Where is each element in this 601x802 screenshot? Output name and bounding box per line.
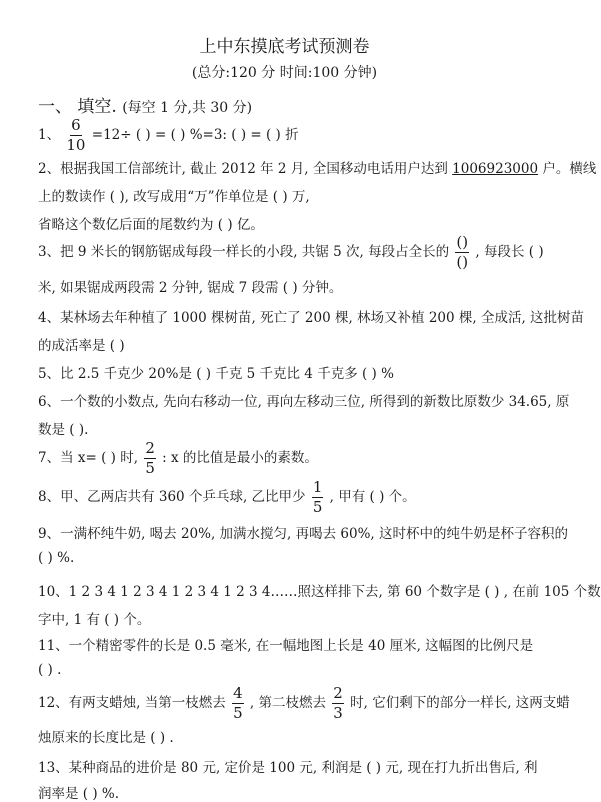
- q7-before: 7、当 x= ( ) 时,: [38, 450, 139, 466]
- question-2-line-2: 上的数读作 ( ), 改写成用“万”作单位是 ( ) 万,: [38, 189, 310, 205]
- q7-after: : x 的比值是最小的素数。: [162, 450, 318, 466]
- q2-tail: 户。横线: [538, 161, 597, 177]
- question-2-line-3: 省略这个数亿后面的尾数约为 ( ) 亿。: [38, 217, 264, 233]
- section-heading: [38, 92, 252, 117]
- q3-fraction: [455, 235, 469, 270]
- q8-before: 8、甲、乙两店共有 360 个乒乓球, 乙比甲少: [38, 489, 306, 505]
- question-8: [38, 480, 416, 515]
- question-12-line-2: 烛原来的长度比是 ( ) .: [38, 730, 174, 746]
- question-7: [38, 441, 318, 476]
- question-13-line-2: 润率是 ( ) %.: [38, 786, 120, 802]
- question-9-line-1: 9、一满杯纯牛奶, 喝去 20%, 加满水搅匀, 再喝去 60%, 这时杯中的纯牛奶是杯子容积的: [38, 526, 569, 542]
- question-11-line-1: 11、一个精密零件的长是 0.5 毫米, 在一幅地图上长是 40 厘米, 这幅图的比例尺是: [38, 638, 534, 654]
- q12-frac2-num: 2: [333, 684, 343, 702]
- question-10-line-1: 10、1 2 3 4 1 2 3 4 1 2 3 4 1 2 3 4……照这样排下去, 第 60 个数字是 ( ) , 在前 105 个数: [38, 584, 601, 600]
- question-9-line-2: ( ) %.: [38, 550, 75, 566]
- exam-title: 上中东摸底考试预测卷: [199, 37, 370, 57]
- section-label: 一、 填空.: [38, 97, 117, 117]
- question-13-line-1: 13、某种商品的进价是 80 元, 定价是 100 元, 利润是 ( ) 元, 现在打九折出售后, 利: [38, 760, 538, 776]
- q8-fraction: [312, 480, 324, 515]
- q12-mid: , 第二枝燃去: [249, 695, 326, 711]
- q12-fraction-1: [232, 686, 244, 721]
- question-10-line-2: 字中, 1 有 ( ) 个。: [38, 612, 151, 628]
- q3-tail: , 每段长 ( ): [475, 244, 544, 260]
- q12-before: 12、有两支蜡烛, 当第一枝燃去: [38, 695, 226, 711]
- q1-fraction: [66, 118, 85, 153]
- question-1: [38, 118, 299, 153]
- q2-underlined-number: 1006923000: [452, 161, 539, 177]
- q3-text: 3、把 9 米长的钢筋锯成每段一样长的小段, 共锯 5 次, 每段占全长的: [38, 244, 450, 260]
- q7-frac-den: 5: [145, 459, 155, 477]
- question-3-line-2: 米, 如果锯成两段需 2 分钟, 锯成 7 段需 ( ) 分钟。: [38, 280, 343, 296]
- question-2-line-1: [38, 157, 596, 177]
- q1-frac-num: 6: [71, 116, 81, 134]
- exam-subtitle: (总分:120 分 时间:100 分钟): [191, 65, 378, 81]
- q8-frac-den: 5: [312, 498, 323, 516]
- q12-frac1-den: 5: [233, 704, 243, 722]
- q12-frac1-num: 4: [233, 684, 243, 702]
- q12-after: 时, 它们剩下的部分一样长, 这两支蜡: [350, 695, 570, 711]
- question-6-line-1: 6、一个数的小数点, 先向右移动一位, 再向左移动三位, 所得到的新数比原数少 34.65, 原: [38, 394, 570, 410]
- q8-frac-num: 1: [312, 478, 323, 496]
- q1-prefix: 1、: [38, 127, 61, 143]
- q3-frac-den: (): [456, 253, 469, 271]
- section-note: (每空 1 分,共 30 分): [122, 100, 253, 116]
- question-6-line-2: 数是 ( ).: [38, 422, 89, 438]
- question-4-line-1: 4、某林场去年种植了 1000 棵树苗, 死亡了 200 棵, 林场又补植 200 棵, 全成活, 这批树苗: [38, 310, 585, 326]
- question-12-line-1: [38, 686, 570, 721]
- q1-frac-den: 10: [66, 136, 86, 154]
- question-11-line-2: ( ) .: [38, 662, 62, 678]
- q7-fraction: [144, 441, 156, 476]
- question-3-line-1: [38, 235, 544, 270]
- q1-rest: =12÷ ( ) = ( ) %=3: ( ) = ( ) 折: [91, 127, 299, 143]
- q12-frac2-den: 3: [333, 704, 343, 722]
- q2-text: 2、根据我国工信部统计, 截止 2012 年 2 月, 全国移动电话用户达到: [38, 161, 453, 177]
- question-5: 5、比 2.5 千克少 20%是 ( ) 千克 5 千克比 4 千克多 ( ) %: [38, 366, 394, 382]
- q8-after: , 甲有 ( ) 个。: [329, 489, 416, 505]
- q7-frac-num: 2: [145, 439, 155, 457]
- q3-frac-num: (): [456, 233, 469, 251]
- question-4-line-2: 的成活率是 ( ): [38, 338, 125, 354]
- q12-fraction-2: [332, 686, 344, 721]
